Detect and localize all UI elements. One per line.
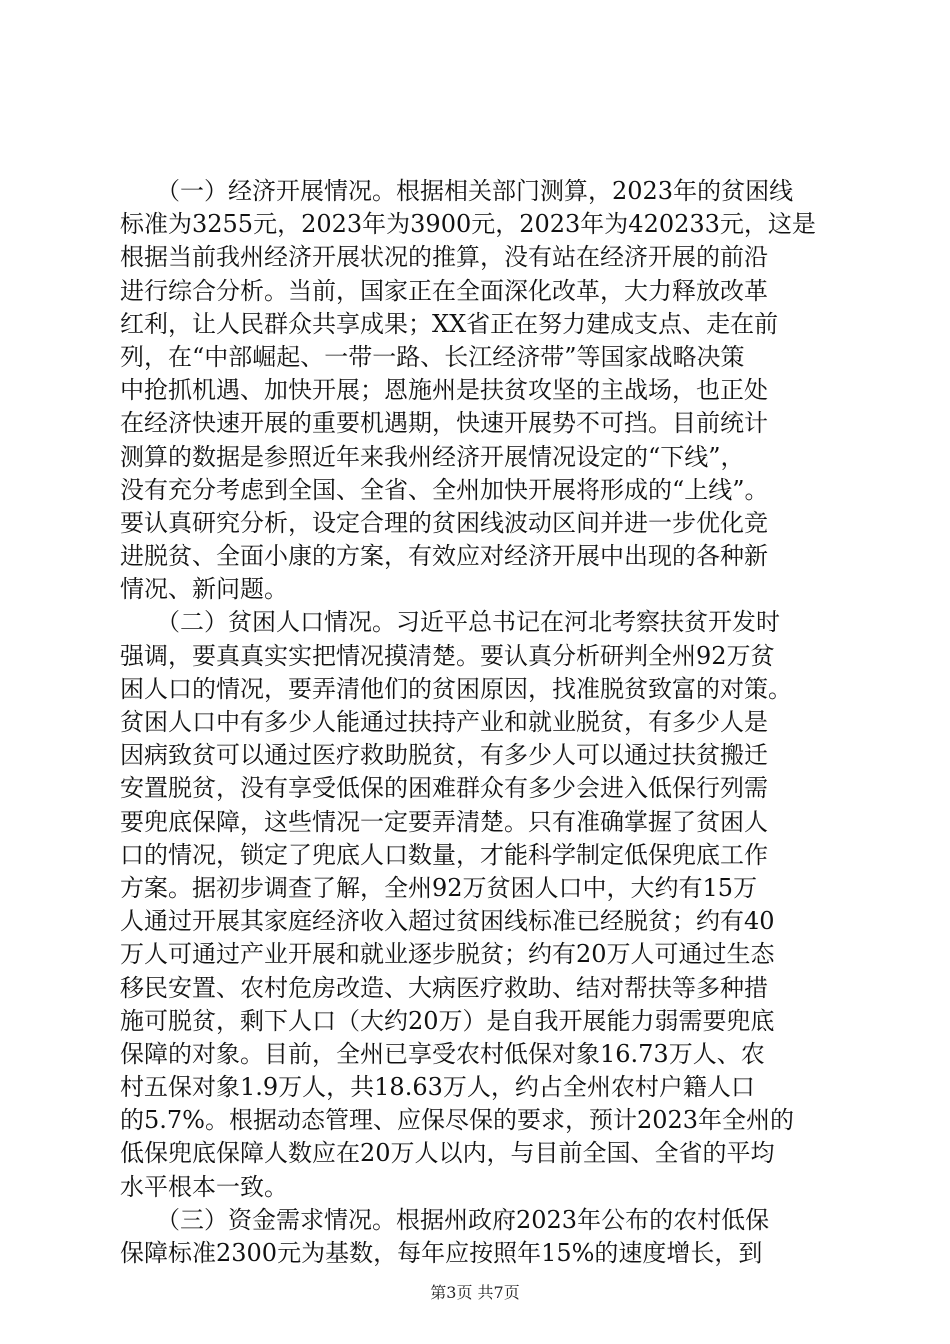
text-line: 万人可通过产业开展和就业逐步脱贫；约有20万人可通过生态: [120, 940, 775, 969]
text-line: 红利，让人民群众共享成果；XX省正在努力建成支点、走在前: [120, 309, 779, 338]
text-line: 保障的对象。目前，全州已享受农村低保对象16.73万人、农: [120, 1039, 765, 1068]
text-line: 保障标准2300元为基数，每年应按照年15%的速度增长，到: [120, 1239, 763, 1267]
text-line: 的5.7%。根据动态管理、应保尽保的要求，预计2023年全州的: [120, 1106, 795, 1135]
text-line: 要认真研究分析，设定合理的贫困线波动区间并进一步优化竞: [120, 508, 768, 537]
text-line: 在经济快速开展的重要机遇期，快速开展势不可挡。目前统计: [120, 409, 768, 438]
text-line: 标准为3255元，2023年为3900元，2023年为420233元，这是: [120, 210, 816, 239]
text-line: 测算的数据是参照近年来我州经济开展情况设定的“下线”，: [120, 442, 745, 471]
text-line: 没有充分考虑到全国、全省、全州加快开展将形成的“上线”。: [120, 475, 769, 504]
text-line: 口的情况，锁定了兜底人口数量，才能科学制定低保兜底工作: [120, 840, 768, 869]
text-line: （二）贫困人口情况。习近平总书记在河北考察扶贫开发时: [120, 608, 780, 637]
text-line: 情况、新问题。: [120, 575, 288, 604]
text-line: （三）资金需求情况。根据州政府2023年公布的农村低保: [120, 1205, 770, 1234]
text-line: 因病致贫可以通过医疗救助脱贫，有多少人可以通过扶贫搬迁: [120, 741, 768, 770]
text-line: 人通过开展其家庭经济收入超过贫困线标准已经脱贫；约有40: [120, 907, 775, 936]
text-line: （一）经济开展情况。根据相关部门测算，2023年的贫困线: [120, 177, 794, 205]
text-line: 进行综合分析。当前，国家正在全面深化改革，大力释放改革: [120, 276, 768, 305]
text-line: 列，在“中部崛起、一带一路、长江经济带”等国家战略决策: [120, 342, 745, 371]
text-line: 施可脱贫，剩下人口（大约20万）是自我开展能力弱需要兜底: [120, 1006, 775, 1035]
body-text: [120, 175, 832, 1270]
text-line: 低保兜底保障人数应在20万人以内，与目前全国、全省的平均: [120, 1139, 775, 1168]
text-line: 村五保对象1.9万人，共18.63万人，约占全州农村户籍人口: [120, 1073, 755, 1102]
text-line: 贫困人口中有多少人能通过扶持产业和就业脱贫，有多少人是: [120, 708, 768, 736]
text-line: 移民安置、农村危房改造、大病医疗救助、结对帮扶等多种措: [120, 973, 768, 1002]
text-line: 强调，要真真实实把情况摸清楚。要认真分析研判全州92万贫: [120, 641, 775, 670]
text-line: 安置脱贫，没有享受低保的困难群众有多少会进入低保行列需: [120, 774, 768, 803]
page-footer: 第3页 共7页: [430, 1283, 520, 1302]
text-line: 中抢抓机遇、加快开展；恩施州是扶贫攻坚的主战场，也正处: [120, 376, 768, 405]
text-line: 方案。据初步调查了解，全州92万贫困人口中，大约有15万: [120, 873, 758, 902]
text-line: 根据当前我州经济开展状况的推算，没有站在经济开展的前沿: [120, 243, 768, 272]
text-line: 进脱贫、全面小康的方案，有效应对经济开展中出现的各种新: [120, 542, 768, 571]
text-line: 困人口的情况，要弄清他们的贫困原因，找准脱贫致富的对策。: [120, 674, 792, 703]
text-line: 水平根本一致。: [120, 1172, 288, 1201]
text-line: 要兜底保障，这些情况一定要弄清楚。只有准确掌握了贫困人: [120, 807, 768, 836]
